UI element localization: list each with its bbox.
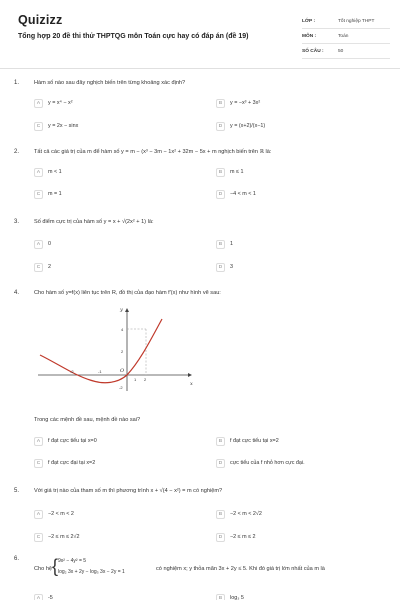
option-text: m < 1 <box>48 169 62 175</box>
option-letter: B <box>216 99 225 108</box>
header-divider <box>0 68 400 69</box>
option-a[interactable] <box>34 238 51 250</box>
option-letter: C <box>34 122 43 131</box>
option-text: m = 1 <box>48 191 62 197</box>
option-a[interactable] <box>34 166 62 178</box>
option-c[interactable] <box>34 188 62 200</box>
option-a[interactable] <box>34 97 72 109</box>
option-text: -5 <box>48 595 53 600</box>
question-number: 6. <box>14 556 20 562</box>
option-d[interactable] <box>216 120 265 132</box>
equation-system <box>52 556 125 578</box>
question-text: Tất cả các giá trị của m để hàm số y = m − (x³ − 3m − 1x² + 32m − 5x + m nghịch biến trên ℝ là: <box>34 149 272 155</box>
option-letter: D <box>216 122 225 131</box>
question-subtext: Trong các mệnh đề sau, mệnh đề nào sai? <box>34 417 141 423</box>
option-a[interactable] <box>34 508 74 520</box>
option-text: y = x⁴ − x² <box>48 100 73 106</box>
option-a[interactable] <box>34 592 53 600</box>
quizizz-logo: Quizizz <box>18 13 63 27</box>
option-letter: B <box>216 168 225 177</box>
y-tick-label: 2 <box>121 349 124 354</box>
option-text: −2 ≤ m ≤ 2 <box>230 534 256 540</box>
question-text: Với giá trị nào của tham số m thì phương trình x + √(4 − x²) = m có nghiệm? <box>34 488 223 494</box>
option-letter: A <box>34 99 43 108</box>
option-letter: C <box>34 533 43 542</box>
option-letter: B <box>216 437 225 446</box>
question-text: Cho hàm số y=f(x) liên tục trên R, đồ thị của đạo hàm f'(x) như hình vẽ sau: <box>34 290 221 296</box>
question-number: 1. <box>14 80 20 86</box>
option-b[interactable] <box>216 166 243 178</box>
option-letter: A <box>34 510 43 519</box>
y-axis-label: y <box>120 307 123 313</box>
option-text: 0 <box>48 241 51 247</box>
option-b[interactable] <box>216 435 279 447</box>
option-text: −2 < m < 2√2 <box>230 511 262 517</box>
option-text: f đạt cực tiểu tại x=0 <box>48 438 97 444</box>
option-d[interactable] <box>216 261 233 273</box>
option-b[interactable] <box>216 592 244 600</box>
brace-icon: { <box>52 556 59 576</box>
option-letter: A <box>34 594 43 600</box>
option-letter: C <box>34 190 43 199</box>
x-axis-arrow-icon <box>188 373 192 377</box>
option-b[interactable] <box>216 508 262 520</box>
option-d[interactable] <box>216 531 256 543</box>
x-tick-label: 2 <box>144 377 147 382</box>
derivative-graph <box>34 303 194 393</box>
y-axis-arrow-icon <box>125 308 129 312</box>
option-letter: A <box>34 168 43 177</box>
meta-row-count <box>302 44 390 59</box>
option-letter: A <box>34 437 43 446</box>
question-number: 3. <box>14 219 20 225</box>
page-header <box>0 0 400 66</box>
meta-value: Toán <box>338 33 349 39</box>
option-text: m ≤ 1 <box>230 169 244 175</box>
option-text: −2 < m < 2 <box>48 511 74 517</box>
option-letter: A <box>34 240 43 249</box>
equation-line: log₂ 3x + 2y − log₃ 3x − 2y = 1 <box>58 569 125 575</box>
question-text: Cho hệ <box>34 566 53 572</box>
option-c[interactable] <box>34 531 80 543</box>
meta-label: LỚP : <box>302 18 316 24</box>
meta-row-class <box>302 14 390 29</box>
option-text: y = (x+2)/(x−1) <box>230 123 266 129</box>
option-a[interactable] <box>34 435 97 447</box>
x-tick-label: -1 <box>98 369 102 374</box>
option-d[interactable] <box>216 457 305 469</box>
option-text: y = 2x − sinx <box>48 123 79 129</box>
option-letter: D <box>216 263 225 272</box>
option-text: f đạt cực tiểu tại x=2 <box>230 438 279 444</box>
y-tick-label: 4 <box>121 327 124 332</box>
option-b[interactable] <box>216 238 233 250</box>
x-tick-label: 1 <box>134 377 137 382</box>
meta-label: SỐ CÂU : <box>302 48 324 54</box>
meta-value: Tốt nghiệp THPT <box>338 18 375 24</box>
y-tick-label: -2 <box>119 385 123 390</box>
document-title: Tổng hợp 20 đề thi thử THPTQG môn Toán cực hay có đáp án (đề 19) <box>18 33 249 40</box>
option-text: −4 < m < 1 <box>230 191 256 197</box>
meta-row-subject <box>302 29 390 44</box>
option-d[interactable] <box>216 188 256 200</box>
meta-value: 50 <box>338 48 344 54</box>
option-text: 1 <box>230 241 233 247</box>
meta-label: MÔN : <box>302 33 317 39</box>
question-text: có nghiệm x; y thỏa mãn 3x + 2y ≤ 5. Khi đó giá trị lớn nhất của m là <box>156 566 325 572</box>
question-number: 4. <box>14 290 20 296</box>
option-text: cực tiểu của f nhỏ hơn cực đại. <box>230 460 305 466</box>
option-text: 2 <box>48 264 51 270</box>
option-letter: B <box>216 510 225 519</box>
option-letter: B <box>216 240 225 249</box>
option-b[interactable] <box>216 97 260 109</box>
option-letter: C <box>34 459 43 468</box>
x-tick-label: -2 <box>70 369 74 374</box>
option-letter: D <box>216 533 225 542</box>
question-number: 2. <box>14 149 20 155</box>
question-text: Số điểm cực trị của hàm số y = x + √(2x² + 1) là: <box>34 219 154 225</box>
option-text: y = −x³ + 3x² <box>230 100 261 106</box>
x-axis-label: x <box>190 381 193 387</box>
option-c[interactable] <box>34 120 78 132</box>
question-text: Hàm số nào sau đây nghịch biến trên từng khoảng xác định? <box>34 80 186 86</box>
option-text: 3 <box>230 264 233 270</box>
option-text: f đạt cực đại tại x=2 <box>48 460 96 466</box>
option-letter: B <box>216 594 225 600</box>
option-letter: C <box>34 263 43 272</box>
option-letter: D <box>216 190 225 199</box>
option-letter: D <box>216 459 225 468</box>
origin-label: O <box>120 368 125 374</box>
option-c[interactable] <box>34 457 95 469</box>
option-c[interactable] <box>34 261 51 273</box>
question-number: 5. <box>14 488 20 494</box>
option-text: log₃ 5 <box>230 595 244 600</box>
option-text: −2 ≤ m ≤ 2√2 <box>48 534 80 540</box>
meta-table <box>302 14 390 59</box>
equation-line: 9x² − 4y² = 5 <box>58 558 87 564</box>
